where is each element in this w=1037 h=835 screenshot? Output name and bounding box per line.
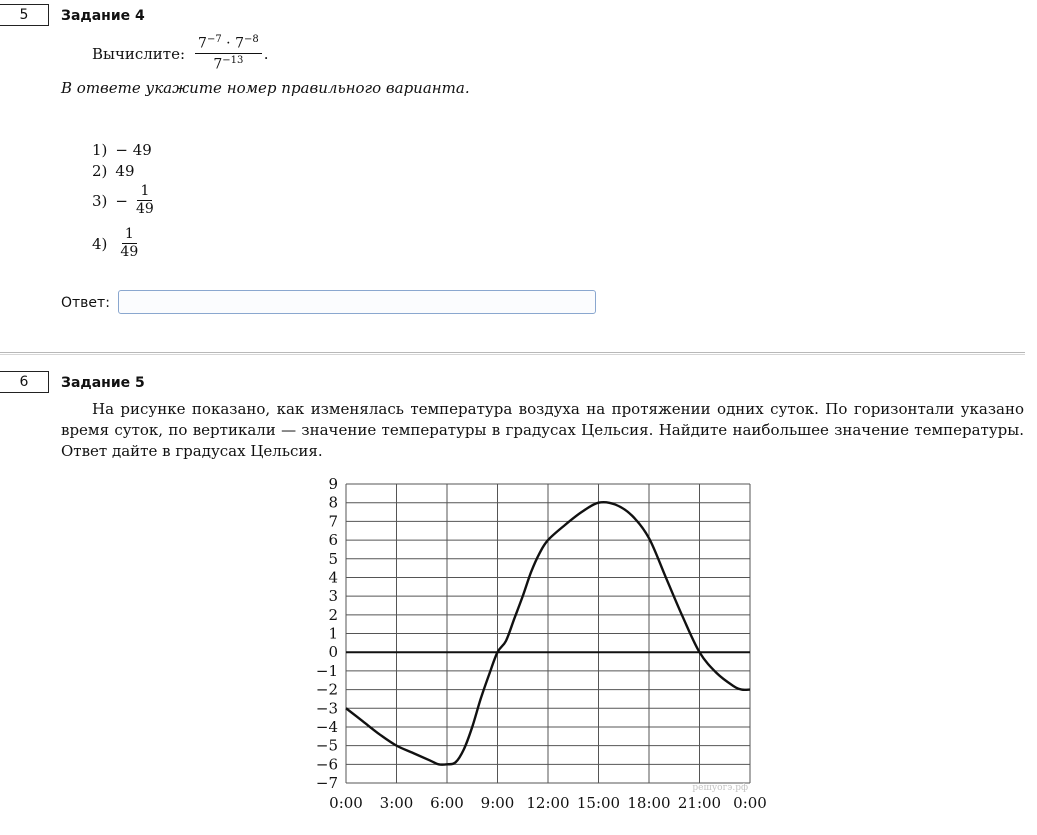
y-tick-label: 3: [328, 587, 338, 606]
x-tick-label: 9:00: [480, 794, 515, 812]
option-3: [92, 184, 159, 218]
y-tick-label: 8: [328, 493, 338, 512]
option-number: 2): [92, 162, 108, 180]
task-separator: [0, 352, 1025, 355]
option-number: 3): [92, 191, 108, 210]
x-tick-label: 15:00: [576, 794, 621, 812]
watermark-text: решуогэ.рф: [692, 783, 748, 793]
answer-input[interactable]: [118, 290, 596, 314]
y-tick-label: −5: [315, 736, 338, 755]
fraction-denominator: $7^{-13}$: [213, 55, 244, 73]
option-fraction-den: 49: [135, 201, 154, 218]
y-tick-label: −2: [315, 680, 338, 699]
option-4: [92, 227, 143, 261]
answer-label: Ответ:: [61, 295, 110, 311]
task-title: Задание 5: [61, 375, 145, 391]
option-fraction: [117, 227, 141, 261]
x-tick-label: 3:00: [379, 794, 414, 812]
x-tick-label: 21:00: [677, 794, 722, 812]
y-tick-label: 5: [328, 549, 338, 568]
option-2: [92, 162, 135, 180]
option-fraction-num: 1: [137, 184, 152, 201]
y-tick-label: −6: [315, 755, 338, 774]
option-text: 49: [115, 162, 135, 180]
option-number: 4): [92, 234, 108, 253]
prompt-period: .: [263, 44, 269, 63]
y-tick-label: 6: [328, 531, 338, 550]
task-title: Задание 4: [61, 8, 145, 24]
x-tick-label: 0:00: [329, 794, 363, 812]
option-1: [92, 141, 152, 159]
task-number-box: 6: [0, 371, 49, 393]
task-instruction: В ответе укажите номер правильного варианта.: [61, 79, 470, 97]
y-tick-label: −7: [315, 774, 338, 792]
task-number-box: 5: [0, 4, 49, 26]
option-sign: −: [115, 191, 128, 210]
y-tick-label: −4: [315, 717, 338, 736]
x-tick-label: 18:00: [627, 794, 671, 812]
x-tick-label: 12:00: [526, 794, 570, 812]
fraction-numerator: $7^{-7} \cdot 7^{-8}$: [195, 34, 262, 54]
y-tick-label: 4: [328, 568, 338, 587]
x-tick-label: 0:00: [733, 794, 767, 812]
y-tick-label: −3: [315, 699, 338, 718]
y-tick-label: 1: [328, 624, 338, 643]
task-text: На рисунке показано, как изменялась температура воздуха на протяжении одних суток. По горизонтали указано время суток, по вертикали — значение температуры в градусах Цельсия. Найдите наибольшее значение температуры. Ответ дайте в градусах Цельсия.: [61, 400, 1024, 460]
option-fraction-num: 1: [122, 227, 137, 244]
option-number: 1): [92, 141, 108, 159]
temperature-chart: [300, 472, 780, 817]
option-fraction: [133, 184, 157, 218]
y-tick-label: 9: [328, 475, 338, 493]
prompt-fraction: [195, 34, 262, 73]
prompt-label: Вычислите:: [92, 44, 186, 63]
option-text: − 49: [115, 141, 152, 159]
option-fraction-den: 49: [120, 244, 139, 261]
y-tick-label: 7: [328, 512, 338, 531]
task-prompt: [92, 34, 269, 73]
y-tick-label: −1: [315, 661, 338, 680]
y-tick-label: 2: [328, 605, 338, 624]
x-tick-label: 6:00: [430, 794, 464, 812]
y-tick-label: 0: [328, 643, 338, 662]
